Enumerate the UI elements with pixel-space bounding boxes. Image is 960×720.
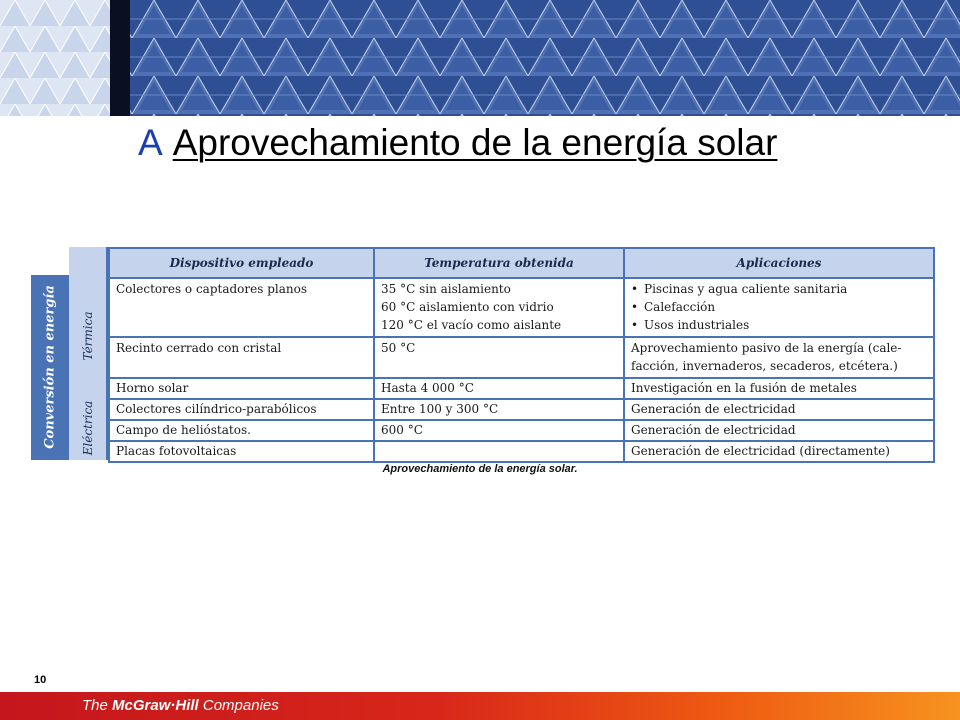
list-item: • Calefacción xyxy=(631,298,927,316)
cell-temperature: 50 °C xyxy=(374,337,624,378)
temperature-line: 60 °C aislamiento con vidrio xyxy=(381,300,554,314)
table-row xyxy=(109,337,934,378)
cell-applications xyxy=(624,337,934,378)
table-row xyxy=(109,378,934,399)
table-row xyxy=(109,278,934,337)
cell-applications xyxy=(624,278,934,337)
brand-prefix: The xyxy=(82,697,113,714)
table-caption: Aprovechamiento de la energía solar. xyxy=(382,463,578,475)
cell-applications: Generación de electricidad xyxy=(624,399,934,420)
group-label-thermal xyxy=(69,275,108,396)
cell-device: Colectores cilíndrico-parabólicos xyxy=(109,399,374,420)
cell-temperature xyxy=(374,278,624,337)
temperature-line: 120 °C el vacío como aislante xyxy=(381,318,562,332)
temperature-line: 35 °C sin aislamiento xyxy=(381,282,511,296)
applications-line: Aprovechamiento pasivo de la energía (cale- xyxy=(631,341,902,355)
cell-applications: Generación de electricidad xyxy=(624,420,934,441)
list-item: • Piscinas y agua caliente sanitaria xyxy=(631,280,927,298)
cell-applications: Investigación en la fusión de metales xyxy=(624,378,934,399)
header-device: Dispositivo empleado xyxy=(109,248,374,278)
side-label-conversion xyxy=(31,275,69,460)
section-letter: A xyxy=(138,122,163,163)
page-number: 10 xyxy=(34,674,47,686)
cell-temperature xyxy=(374,441,624,462)
table-row xyxy=(109,441,934,462)
brand-name: McGraw·Hill xyxy=(112,697,199,714)
cell-temperature: Hasta 4 000 °C xyxy=(374,378,624,399)
group-thermal-text: Térmica xyxy=(81,310,95,361)
side-label-text: Conversión en energía xyxy=(42,285,58,449)
applications-line: facción, invernaderos, secaderos, etcétera.) xyxy=(631,359,898,373)
cell-device: Colectores o captadores planos xyxy=(109,278,374,337)
header-banner xyxy=(0,0,960,116)
header-applications: Aplicaciones xyxy=(624,248,934,278)
cell-temperature: Entre 100 y 300 °C xyxy=(374,399,624,420)
slide-title xyxy=(138,120,777,166)
table-row xyxy=(109,399,934,420)
cell-device: Placas fotovoltaicas xyxy=(109,441,374,462)
list-item: • Usos industriales xyxy=(631,316,927,334)
title-text: Aprovechamiento de la energía solar xyxy=(172,122,778,163)
brand-suffix: Companies xyxy=(198,697,279,714)
table-corner-cell xyxy=(69,247,108,275)
cell-temperature: 600 °C xyxy=(374,420,624,441)
footer-bar xyxy=(0,692,960,720)
group-label-electric xyxy=(69,396,108,460)
table-row xyxy=(109,420,934,441)
cell-device: Campo de helióstatos. xyxy=(109,420,374,441)
applications-list xyxy=(631,280,927,334)
header-temperature: Temperatura obtenida xyxy=(374,248,624,278)
solar-energy-table xyxy=(31,247,933,460)
group-electric-text: Eléctrica xyxy=(81,400,95,456)
publisher-logo xyxy=(82,697,279,714)
banner-triangle-pattern xyxy=(0,0,960,116)
cell-device: Horno solar xyxy=(109,378,374,399)
data-table xyxy=(108,247,935,463)
table-header-row xyxy=(109,248,934,278)
cell-device: Recinto cerrado con cristal xyxy=(109,337,374,378)
cell-applications: Generación de electricidad (directamente) xyxy=(624,441,934,462)
